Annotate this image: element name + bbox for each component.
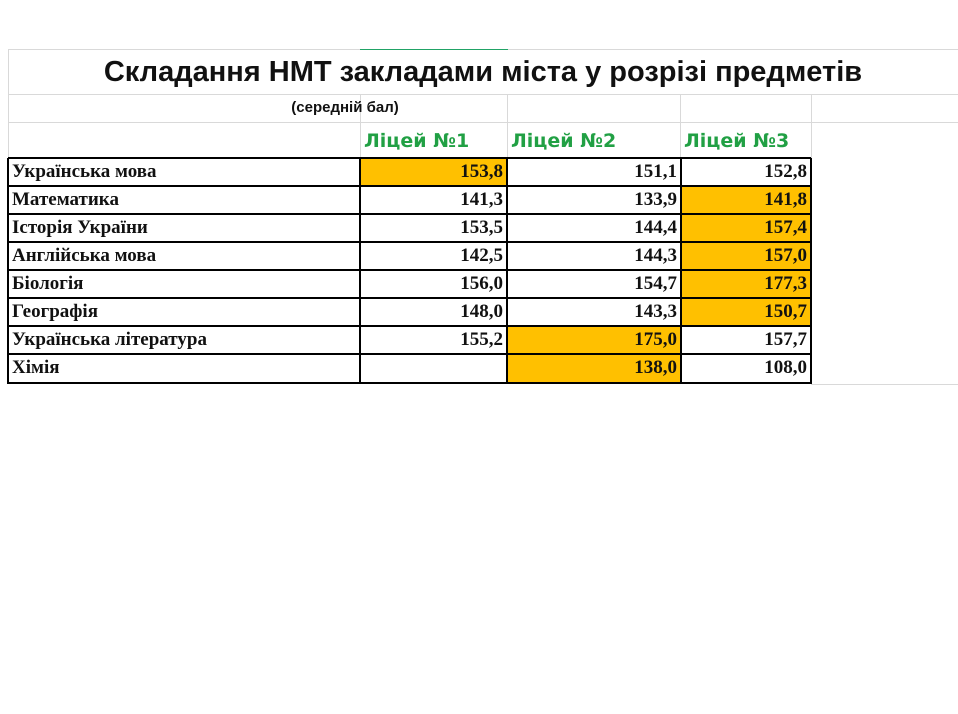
score-cell-lyceum-2[interactable]: 144,3	[634, 245, 677, 266]
table-row	[8, 186, 811, 214]
column-header-lyceum-2[interactable]: Ліцей №2	[511, 130, 617, 152]
table-row	[8, 270, 811, 298]
column-header-lyceum-3[interactable]: Ліцей №3	[684, 130, 790, 152]
table-border	[810, 158, 812, 384]
score-cell-lyceum-3[interactable]: 157,0	[681, 242, 811, 270]
score-cell-lyceum-3[interactable]: 108,0	[764, 357, 807, 378]
score-cell-lyceum-2[interactable]: 151,1	[634, 161, 677, 182]
subject-cell[interactable]: Географія	[12, 301, 98, 322]
score-cell-lyceum-2[interactable]: 154,7	[634, 273, 677, 294]
score-cell-lyceum-1[interactable]: 155,2	[460, 329, 503, 350]
score-cell-lyceum-2[interactable]: 144,4	[634, 217, 677, 238]
subject-cell[interactable]: Біологія	[12, 273, 84, 294]
subject-cell[interactable]: Українська література	[12, 329, 207, 350]
score-cell-lyceum-3[interactable]: 152,8	[764, 161, 807, 182]
subject-cell[interactable]: Математика	[12, 189, 119, 210]
table-border	[359, 158, 361, 384]
score-cell-lyceum-2[interactable]: 143,3	[634, 301, 677, 322]
column-header-lyceum-1[interactable]: Ліцей №1	[364, 130, 470, 152]
table-border	[7, 158, 9, 384]
score-cell-lyceum-1[interactable]: 141,3	[460, 189, 503, 210]
table-row	[8, 354, 811, 382]
gridline	[8, 94, 958, 95]
table-border	[8, 213, 811, 215]
score-cell-lyceum-3[interactable]: 177,3	[681, 270, 811, 298]
score-cell-lyceum-1[interactable]: 153,5	[460, 217, 503, 238]
score-cell-lyceum-2[interactable]: 138,0	[507, 354, 681, 382]
subject-cell[interactable]: Англійська мова	[12, 245, 157, 266]
score-cell-lyceum-2[interactable]: 175,0	[507, 326, 681, 354]
score-cell-lyceum-3[interactable]: 141,8	[681, 186, 811, 214]
table-border	[8, 269, 811, 271]
score-cell-lyceum-1[interactable]: 156,0	[460, 273, 503, 294]
table-row	[8, 242, 811, 270]
score-cell-lyceum-2[interactable]: 133,9	[634, 189, 677, 210]
table-row	[8, 326, 811, 354]
table-border	[680, 158, 682, 384]
sheet-subtitle: (середній бал)	[291, 99, 399, 116]
table-border	[8, 157, 811, 159]
score-cell-lyceum-1[interactable]: 153,8	[360, 158, 507, 186]
score-cell-lyceum-3[interactable]: 150,7	[681, 298, 811, 326]
table-border	[8, 382, 811, 384]
score-cell-lyceum-1[interactable]: 148,0	[460, 301, 503, 322]
table-border	[8, 185, 811, 187]
score-cell-lyceum-3[interactable]: 157,7	[764, 329, 807, 350]
table-border	[8, 241, 811, 243]
table-row	[8, 298, 811, 326]
score-cell-lyceum-3[interactable]: 157,4	[681, 214, 811, 242]
gridline	[811, 384, 958, 385]
subject-cell[interactable]: Хімія	[12, 357, 60, 378]
score-cell-lyceum-1[interactable]	[360, 354, 507, 382]
table-row	[8, 214, 811, 242]
table-border	[8, 325, 811, 327]
table-border	[8, 297, 811, 299]
sheet-title: Складання НМТ закладами міста у розрізі предметів	[103, 56, 863, 88]
table-border	[506, 158, 508, 384]
gridline	[8, 122, 958, 123]
subject-cell[interactable]: Українська мова	[12, 161, 157, 182]
score-cell-lyceum-1[interactable]: 142,5	[460, 245, 503, 266]
subject-cell[interactable]: Історія України	[12, 217, 148, 238]
table-row	[8, 158, 811, 186]
table-border	[8, 353, 811, 355]
